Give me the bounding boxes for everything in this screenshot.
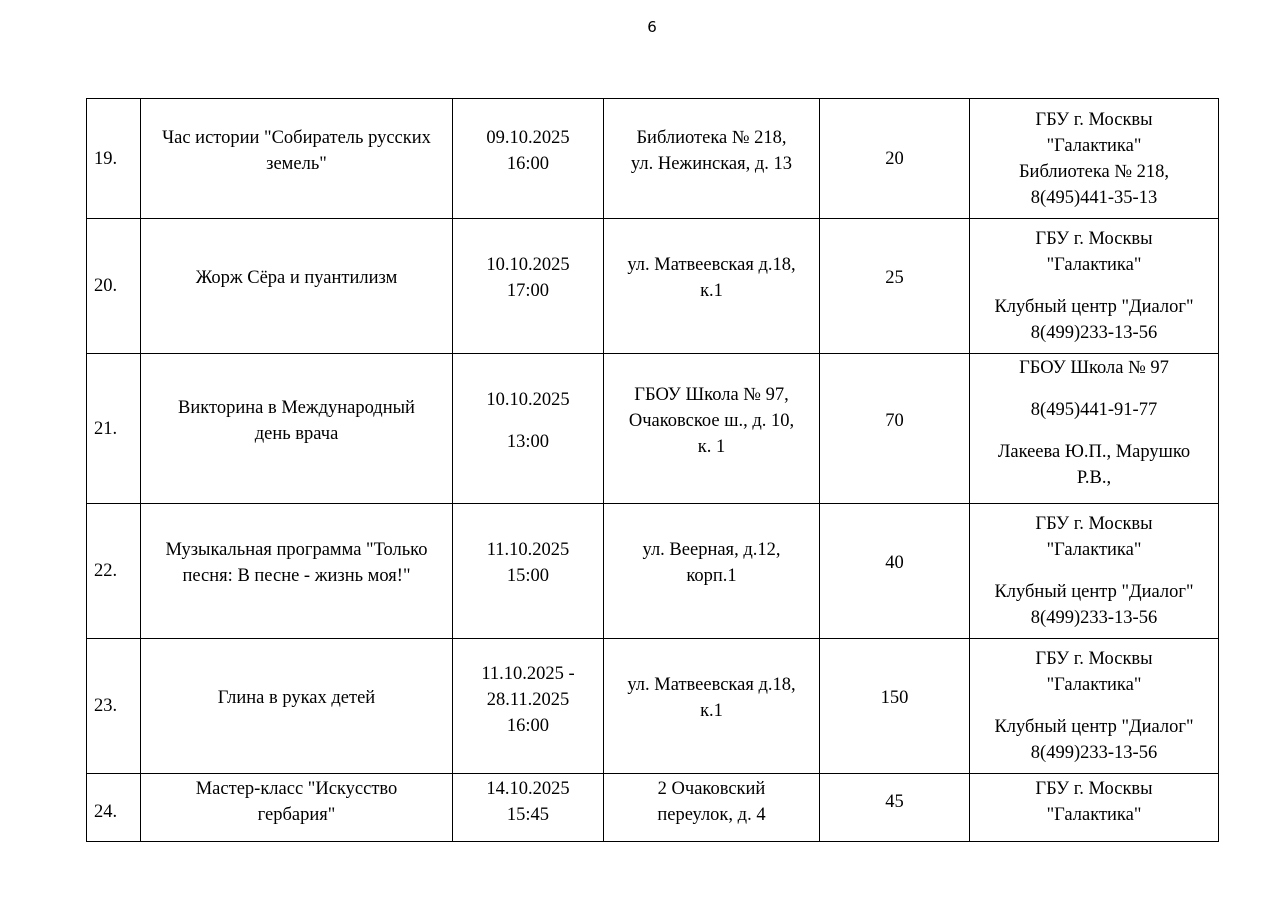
event-title-line: Глина в руках детей — [217, 688, 376, 708]
event-title-cell — [141, 504, 453, 639]
organizer-cell — [970, 99, 1219, 219]
event-place-line: переулок, д. 4 — [657, 804, 766, 825]
event-title-line: день врача — [254, 423, 339, 444]
event-title-line: Викторина в Международный — [178, 397, 415, 418]
event-title-cell — [141, 219, 453, 354]
event-title-cell — [141, 99, 453, 219]
organizer-line: ГБУ г. Москвы — [1035, 514, 1153, 534]
table-row — [87, 504, 1219, 639]
organizer-line: "Галактика" — [1046, 804, 1142, 825]
participant-count-cell — [820, 219, 970, 354]
event-title-line: Час истории "Собиратель русских — [162, 127, 431, 148]
organizer-cell — [970, 354, 1219, 504]
organizer-line: 8(495)441-91-77 — [1030, 399, 1158, 420]
organizer-line: "Галактика" — [1046, 255, 1142, 275]
event-place-line: 2 Очаковский — [657, 778, 766, 799]
event-place-line: к.1 — [700, 281, 723, 301]
organizer-line: Р.В., — [1076, 467, 1112, 488]
event-place-line: ул. Веерная, д.12, — [642, 540, 781, 560]
event-date-line: 16:00 — [506, 716, 550, 736]
row-number: 21. — [87, 354, 141, 504]
event-date-line: 11.10.2025 — [486, 540, 570, 560]
row-number: 24. — [87, 774, 141, 842]
organizer-line: 8(499)233-13-56 — [1030, 743, 1158, 763]
event-date-cell — [453, 354, 604, 504]
event-date-line: 16:00 — [506, 153, 550, 174]
organizer-line: "Галактика" — [1046, 540, 1142, 560]
organizer-line: ГБУ г. Москвы — [1035, 649, 1153, 669]
event-date-line: 10.10.2025 — [486, 389, 570, 410]
organizer-line: Библиотека № 218, — [1018, 161, 1170, 182]
event-date-cell — [453, 219, 604, 354]
event-place-cell — [604, 504, 820, 639]
event-place-line: Библиотека № 218, — [636, 127, 787, 148]
organizer-cell — [970, 639, 1219, 774]
participant-count-cell — [820, 639, 970, 774]
event-title-cell — [141, 774, 453, 842]
organizer-line: "Галактика" — [1046, 675, 1142, 695]
table-row — [87, 354, 1219, 504]
event-date-cell — [453, 774, 604, 842]
row-number: 22. — [87, 504, 141, 639]
event-date-line: 09.10.2025 — [486, 127, 570, 148]
event-title-line: Музыкальная программа "Только — [165, 540, 428, 560]
event-title-line: земель" — [266, 153, 327, 174]
organizer-line: ГБОУ Школа № 97 — [1019, 357, 1169, 378]
organizer-line: Клубный центр "Диалог" — [994, 297, 1194, 317]
organizer-line: Лакеева Ю.П., Марушко — [997, 441, 1191, 462]
organizer-line: 8(499)233-13-56 — [1030, 608, 1158, 628]
participant-count: 45 — [885, 791, 904, 812]
event-place-cell — [604, 774, 820, 842]
table-row — [87, 99, 1219, 219]
event-place-cell — [604, 639, 820, 774]
event-title-line: Мастер-класс "Искусство — [195, 778, 398, 799]
participant-count-cell — [820, 774, 970, 842]
event-title-cell — [141, 639, 453, 774]
event-date-line: 28.11.2025 — [486, 690, 570, 710]
participant-count: 150 — [880, 688, 909, 708]
event-date-line: 13:00 — [506, 431, 550, 452]
organizer-cell — [970, 219, 1219, 354]
event-place-cell — [604, 219, 820, 354]
event-place-line: ГБОУ Школа № 97, — [634, 384, 789, 405]
participant-count: 25 — [885, 268, 904, 288]
participant-count: 40 — [885, 553, 904, 573]
event-date-line: 17:00 — [506, 281, 550, 301]
event-place-line: ул. Матвеевская д.18, — [627, 255, 796, 275]
event-place-line: Очаковское ш., д. 10, — [628, 410, 795, 431]
event-date-cell — [453, 504, 604, 639]
event-place-line: ул. Матвеевская д.18, — [627, 675, 796, 695]
organizer-line: 8(495)441-35-13 — [1030, 187, 1158, 208]
event-place-line: корп.1 — [686, 566, 737, 586]
table-row — [87, 774, 1219, 842]
event-place-cell — [604, 354, 820, 504]
organizer-line: "Галактика" — [1046, 135, 1142, 156]
organizer-line: ГБУ г. Москвы — [1035, 109, 1153, 130]
event-place-line: к. 1 — [697, 436, 726, 457]
event-title-cell — [141, 354, 453, 504]
table-row — [87, 219, 1219, 354]
event-date-line: 15:00 — [506, 566, 550, 586]
organizer-line: 8(499)233-13-56 — [1030, 323, 1158, 343]
event-date-line: 15:45 — [506, 804, 550, 825]
event-title-line: Жорж Сёра и пуантилизм — [195, 268, 398, 288]
event-date-line: 11.10.2025 - — [481, 664, 575, 684]
page-number: 6 — [647, 18, 657, 36]
participant-count-cell — [820, 354, 970, 504]
organizer-line: ГБУ г. Москвы — [1035, 778, 1153, 799]
table-row — [87, 639, 1219, 774]
organizer-line: Клубный центр "Диалог" — [994, 717, 1194, 737]
event-date-cell — [453, 99, 604, 219]
participant-count-cell — [820, 504, 970, 639]
event-date-cell — [453, 639, 604, 774]
organizer-cell — [970, 504, 1219, 639]
events-table — [86, 98, 1219, 842]
participant-count: 20 — [885, 148, 904, 169]
participant-count-cell — [820, 99, 970, 219]
event-place-line: к.1 — [700, 701, 723, 721]
participant-count: 70 — [885, 410, 904, 431]
event-date-line: 10.10.2025 — [486, 255, 570, 275]
event-date-line: 14.10.2025 — [486, 778, 570, 799]
event-place-line: ул. Нежинская, д. 13 — [630, 153, 793, 174]
row-number: 19. — [87, 99, 141, 219]
event-title-line: песня: В песне - жизнь моя!" — [182, 566, 411, 586]
row-number: 23. — [87, 639, 141, 774]
event-place-cell — [604, 99, 820, 219]
row-number: 20. — [87, 219, 141, 354]
organizer-line: ГБУ г. Москвы — [1035, 229, 1153, 249]
organizer-cell — [970, 774, 1219, 842]
event-title-line: гербария" — [257, 804, 336, 825]
organizer-line: Клубный центр "Диалог" — [994, 582, 1194, 602]
